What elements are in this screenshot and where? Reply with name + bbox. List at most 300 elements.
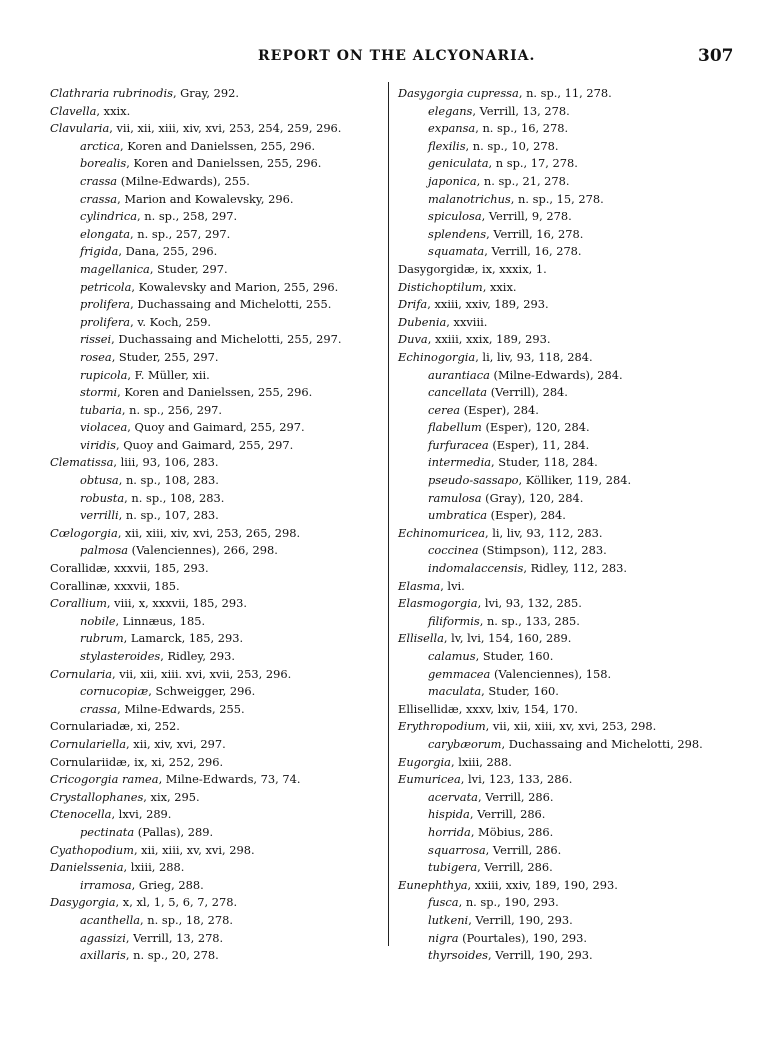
index-entry [50, 947, 380, 965]
entry-references: , Koren and Danielssen, 255, 296. [126, 156, 322, 171]
index-entry [398, 718, 728, 736]
index-entry [50, 806, 380, 824]
entry-references: , xxxv, lxiv, 154, 170. [458, 701, 578, 716]
entry-name: nobile [80, 613, 116, 628]
index-entry [398, 648, 728, 666]
index-entry [50, 683, 380, 701]
index-entry [398, 806, 728, 824]
entry-name: prolifera [80, 297, 131, 312]
entry-name: elegans [428, 103, 473, 118]
index-entry [50, 226, 380, 244]
entry-name: expansa [428, 121, 476, 136]
entry-name: calamus [428, 649, 476, 663]
index-entry [398, 314, 728, 332]
entry-references: , xi, 252. [130, 719, 180, 734]
entry-name: japonica [428, 173, 477, 188]
entry-name: rubrum [80, 631, 124, 646]
page-header [0, 46, 776, 70]
entry-references: , Verrill, 190, 293. [468, 912, 573, 927]
entry-name: cancellata [428, 385, 488, 400]
index-entry [50, 120, 380, 138]
entry-references: , Grieg, 288. [131, 877, 204, 892]
index-entry [398, 666, 728, 684]
index-entry [50, 912, 380, 930]
index-entry [50, 437, 380, 455]
entry-name: rissei [80, 332, 112, 347]
entry-references: , Verrill, 286. [477, 789, 554, 804]
index-entry [398, 894, 728, 912]
index-entry [50, 877, 380, 895]
index-entry [398, 613, 728, 631]
index-entry [50, 384, 380, 402]
entry-name: stormi [80, 385, 118, 400]
entry-references: (Pallas), 289. [134, 824, 214, 839]
index-entry [50, 824, 380, 842]
index-entry [398, 226, 728, 244]
page-number: 307 [698, 46, 734, 66]
entry-references: (Pourtales), 190, 293. [458, 930, 588, 945]
entry-name: irramosa [80, 877, 132, 892]
entry-references: , lvi. [440, 578, 465, 593]
entry-references: , Verrill, 16, 278. [486, 226, 584, 241]
entry-references: , xxiii, xxix, 189, 293. [427, 332, 551, 347]
entry-name: Dasygorgia cupressa [398, 86, 519, 100]
running-title: REPORT ON THE ALCYONARIA. [258, 48, 536, 64]
entry-references: , xix, 295. [143, 789, 200, 804]
entry-name: viridis [80, 437, 116, 452]
index-entry [50, 630, 380, 648]
entry-references: , xxiii, xxiv, 189, 190, 293. [467, 877, 618, 892]
entry-references: , Linnæus, 185. [115, 613, 206, 628]
entry-name: Echinomuricea [398, 525, 486, 540]
entry-references: , Verrill, 13, 278. [472, 103, 570, 118]
entry-name: petricola [80, 279, 132, 294]
index-entry [398, 578, 728, 596]
entry-references: , xxix. [482, 279, 517, 294]
entry-references: , vii, xii, xiii. xvi, xvii, 253, 296. [112, 666, 292, 681]
entry-references: (Esper), 11, 284. [488, 437, 590, 452]
entry-name: flabellum [428, 420, 482, 435]
entry-name: Corallidæ [50, 561, 107, 576]
index-entry [50, 754, 380, 772]
entry-references: , xxviii. [446, 314, 488, 329]
entry-name: Clematissa [50, 455, 114, 470]
entry-references: , Ridley, 112, 283. [523, 561, 627, 576]
index-entry [398, 138, 728, 156]
entry-references: , xxiii, xxiv, 189, 293. [427, 297, 549, 312]
index-entry [50, 402, 380, 420]
entry-references: , Studer, 255, 297. [111, 349, 219, 364]
index-entry [50, 243, 380, 261]
entry-references: , Marion and Kowalevsky, 296. [117, 191, 294, 206]
entry-references: (Esper), 120, 284. [481, 420, 590, 435]
index-entry [398, 683, 728, 701]
entry-name: stylasteroides [80, 649, 161, 663]
index-entry [50, 859, 380, 877]
entry-references: , lv, lvi, 154, 160, 289. [443, 631, 572, 646]
entry-name: Ellisellidæ [398, 701, 459, 716]
entry-references: , n. sp., 10, 278. [465, 138, 559, 153]
index-entry [398, 771, 728, 789]
entry-name: Ctenocella [50, 807, 112, 822]
entry-references: , n. sp., 11, 278. [518, 86, 612, 100]
entry-references: , lxiii, 288. [123, 860, 185, 875]
entry-name: arctica [80, 138, 121, 153]
entry-name: lutkeni [428, 912, 469, 927]
entry-references: , n. sp., 18, 278. [140, 912, 233, 927]
index-entry [398, 701, 728, 719]
entry-references: , n. sp., 108, 283. [118, 473, 219, 488]
index-entry [398, 103, 728, 121]
index-entry [50, 736, 380, 754]
entry-name: Clavella [50, 103, 97, 118]
entry-references: (Valenciennes), 158. [490, 666, 612, 681]
entry-references: (Gray), 120, 284. [481, 490, 584, 505]
index-entry [50, 331, 380, 349]
entry-name: Corallinæ [50, 578, 107, 593]
index-entry [50, 507, 380, 525]
entry-name: cerea [428, 402, 461, 417]
entry-name: flexilis [428, 138, 466, 153]
entry-name: coccinea [428, 543, 479, 558]
entry-references: , Duchassaing and Michelotti, 255. [130, 297, 332, 312]
entry-references: , Verrill, 13, 278. [125, 930, 224, 945]
entry-references: , n. sp., 107, 283. [118, 508, 219, 523]
index-entry [50, 595, 380, 613]
entry-name: frigida [80, 244, 119, 259]
entry-references: , n. sp., 16, 278. [475, 121, 569, 136]
entry-name: horrida [428, 824, 471, 839]
entry-references: , Koren and Danielssen, 255, 296. [117, 385, 313, 400]
entry-references: , v. Koch, 259. [130, 314, 212, 329]
entry-name: gemmacea [428, 666, 491, 681]
index-entry [50, 842, 380, 860]
entry-name: carybæorum [428, 736, 502, 751]
entry-name: rosea [80, 349, 112, 364]
entry-references: , Kölliker, 119, 284. [518, 473, 632, 488]
index-entry [398, 490, 728, 508]
index-entry [50, 894, 380, 912]
entry-name: pectinata [80, 824, 135, 839]
entry-name: Cornulariadæ [50, 719, 131, 734]
index-entry [398, 930, 728, 948]
entry-name: acervata [428, 789, 478, 804]
entry-name: verrilli [80, 508, 119, 523]
entry-references: , Verrill, 286. [469, 807, 546, 822]
entry-references: , xxxvii, 185, 293. [106, 561, 209, 576]
entry-references: , Ridley, 293. [160, 649, 235, 663]
entry-references: , Verrill, 16, 278. [484, 244, 582, 259]
index-entry [50, 419, 380, 437]
entry-references: , Duchassaing and Michelotti, 255, 297. [111, 332, 342, 347]
index-entry [50, 542, 380, 560]
entry-name: Drifa [398, 297, 428, 312]
index-entry [50, 666, 380, 684]
entry-references: , xii, xiii, xiv, xvi, 253, 265, 298. [117, 525, 301, 540]
entry-name: ramulosa [428, 490, 482, 505]
index-entry [50, 930, 380, 948]
index-entry [398, 842, 728, 860]
entry-name: Erythropodium [398, 719, 486, 734]
entry-name: Clathraria rubrinodis [50, 86, 173, 100]
entry-name: crassa [80, 173, 118, 188]
entry-references: (Esper), 284. [487, 508, 566, 523]
entry-name: Dubenia [398, 314, 447, 329]
entry-name: Eugorgia [398, 754, 451, 769]
index-entry [50, 560, 380, 578]
entry-references: , F. Müller, xii. [127, 367, 210, 382]
entry-name: intermedia [428, 455, 492, 470]
index-entry [398, 789, 728, 807]
entry-name: pseudo-sassapo [428, 473, 519, 488]
entry-name: spiculosa [428, 209, 482, 224]
entry-name: Corallium [50, 596, 107, 611]
entry-name: rupicola [80, 367, 128, 382]
entry-references: , n. sp., 133, 285. [479, 613, 580, 628]
index-entry [398, 208, 728, 226]
index-entry [50, 367, 380, 385]
column-divider [388, 82, 389, 946]
entry-name: Clavularia [50, 121, 110, 136]
index-entry [398, 419, 728, 437]
index-entry [398, 155, 728, 173]
index-entry [50, 648, 380, 666]
entry-references: , li, liv, 93, 112, 283. [485, 525, 603, 540]
entry-references: , n. sp., 258, 297. [137, 209, 238, 224]
index-entry [398, 525, 728, 543]
entry-references: , xxxvii, 185. [106, 578, 180, 593]
entry-references: , viii, x, xxxvii, 185, 293. [106, 596, 247, 611]
index-column-right [398, 85, 728, 965]
index-entry [398, 754, 728, 772]
index-entry [398, 279, 728, 297]
entry-name: Echinogorgia [398, 349, 476, 364]
entry-references: , Lamarck, 185, 293. [123, 631, 244, 646]
entry-name: Crystallophanes [50, 789, 144, 804]
index-entry [398, 331, 728, 349]
entry-references: , n. sp., 20, 278. [125, 948, 219, 963]
index-entry [50, 191, 380, 209]
index-entry [398, 243, 728, 261]
index-entry [50, 261, 380, 279]
index-entry [398, 736, 728, 754]
entry-references: , n. sp., 256, 297. [121, 402, 223, 417]
entry-name: furfuracea [428, 437, 489, 452]
index-entry [398, 630, 728, 648]
index-entry [50, 771, 380, 789]
entry-references: , Studer, 297. [149, 261, 228, 276]
index-entry [398, 173, 728, 191]
entry-name: agassizi [80, 930, 126, 945]
entry-name: hispida [428, 807, 470, 822]
entry-references: , vii, xii, xiii, xiv, xvi, 253, 254, 259, 296. [109, 121, 342, 136]
entry-name: aurantiaca [428, 367, 490, 382]
entry-references: (Valenciennes), 266, 298. [128, 543, 278, 558]
entry-name: tubaria [80, 402, 122, 417]
entry-references: , lvi, 123, 133, 286. [460, 772, 573, 787]
entry-name: squamata [428, 244, 485, 259]
entry-references: , Milne-Edwards, 255. [117, 701, 245, 716]
index-entry [50, 701, 380, 719]
index-entry [50, 279, 380, 297]
entry-references: , Verrill, 286. [485, 842, 562, 857]
entry-references: , Verrill, 9, 278. [481, 209, 572, 224]
index-entry [50, 155, 380, 173]
index-entry [398, 454, 728, 472]
index-entry [398, 472, 728, 490]
index-entry [50, 208, 380, 226]
index-entry [50, 718, 380, 736]
entry-references: , xxix. [96, 103, 131, 118]
entry-name: cylindrica [80, 209, 137, 224]
entry-references: , n. sp., 108, 283. [124, 490, 225, 505]
entry-name: filiformis [428, 613, 480, 628]
entry-name: magellanica [80, 261, 150, 276]
entry-name: Cœlogorgia [50, 525, 118, 540]
entry-references: , Koren and Danielssen, 255, 296. [120, 138, 316, 153]
entry-name: maculata [428, 684, 482, 699]
entry-name: crassa [80, 701, 118, 716]
entry-references: , Kowalevsky and Marion, 255, 296. [131, 279, 339, 294]
entry-references: , Verrill, 190, 293. [488, 948, 593, 963]
entry-references: (Milne-Edwards), 284. [489, 367, 623, 382]
entry-references: (Milne-Edwards), 255. [117, 173, 250, 188]
index-entry [398, 947, 728, 965]
entry-name: Eumuricea [398, 772, 461, 787]
entry-references: , Studer, 118, 284. [491, 455, 598, 470]
entry-references: , lxiii, 288. [450, 754, 512, 769]
entry-name: Cyathopodium [50, 842, 134, 857]
index-entry [50, 349, 380, 367]
entry-name: geniculata [428, 156, 489, 171]
index-entry [50, 85, 380, 103]
index-entry [398, 296, 728, 314]
entry-references: , Quoy and Gaimard, 255, 297. [127, 420, 305, 435]
index-entry [398, 437, 728, 455]
entry-name: cornucopiæ [80, 684, 149, 699]
entry-name: Eunephthya [398, 877, 468, 892]
entry-references: , xii, xiv, xvi, 297. [126, 736, 226, 751]
entry-references: , Studer, 160. [481, 684, 559, 699]
entry-references: , Quoy and Gaimard, 255, 297. [115, 437, 294, 452]
index-entry [398, 384, 728, 402]
entry-references: , n. sp., 257, 297. [130, 226, 231, 241]
entry-name: robusta [80, 490, 125, 505]
entry-name: Cornulariidæ [50, 754, 127, 769]
index-entry [50, 490, 380, 508]
entry-references: , Möbius, 286. [470, 824, 554, 839]
entry-name: obtusa [80, 473, 119, 488]
index-entry [398, 912, 728, 930]
entry-name: acanthella [80, 912, 141, 927]
index-entry [398, 402, 728, 420]
index-entry [50, 789, 380, 807]
entry-name: splendens [428, 226, 487, 241]
entry-references: , Duchassaing and Michelotti, 298. [501, 736, 703, 751]
entry-name: Elasmogorgia [398, 596, 478, 611]
entry-references: , vii, xii, xiii, xv, xvi, 253, 298. [485, 719, 657, 734]
index-entry [50, 613, 380, 631]
entry-references: , lxvi, 289. [111, 807, 172, 822]
entry-references: , n. sp., 21, 278. [476, 173, 570, 188]
entry-references: (Verrill), 284. [487, 385, 568, 400]
entry-name: nigra [428, 930, 459, 945]
index-entry [398, 261, 728, 279]
entry-references: , Gray, 292. [172, 86, 240, 100]
index-entry [398, 859, 728, 877]
index-entry [50, 578, 380, 596]
entry-references: , Dana, 255, 296. [118, 244, 218, 259]
entry-name: fusca [428, 895, 459, 910]
entry-references: , xii, xiii, xv, xvi, 298. [133, 842, 255, 857]
entry-references: , liii, 93, 106, 283. [113, 455, 219, 470]
entry-references: , ix, xi, 252, 296. [126, 754, 224, 769]
index-entry [50, 472, 380, 490]
entry-name: Ellisella [398, 631, 444, 646]
index-entry [398, 595, 728, 613]
entry-name: malanotrichus [428, 191, 511, 206]
entry-name: Danielssenia [50, 860, 124, 875]
entry-name: umbratica [428, 508, 488, 523]
entry-references: , Schweigger, 296. [148, 684, 256, 699]
entry-name: squarrosa [428, 842, 486, 857]
entry-name: borealis [80, 156, 127, 171]
index-entry [50, 296, 380, 314]
index-entry [50, 173, 380, 191]
entry-references: , n. sp., 15, 278. [510, 191, 604, 206]
index-entry [398, 191, 728, 209]
index-entry [398, 877, 728, 895]
entry-name: violacea [80, 420, 128, 435]
index-entry [398, 367, 728, 385]
index-entry [50, 314, 380, 332]
entry-references: (Stimpson), 112, 283. [478, 543, 607, 558]
entry-references: , Verrill, 286. [477, 860, 553, 875]
entry-references: , x, xl, 1, 5, 6, 7, 278. [115, 895, 238, 910]
index-entry [50, 138, 380, 156]
index-entry [50, 454, 380, 472]
index-entry [398, 349, 728, 367]
entry-name: indomalaccensis [428, 561, 524, 576]
entry-name: Elasma [398, 578, 441, 593]
entry-references: , lvi, 93, 132, 285. [477, 596, 582, 611]
entry-references: , Studer, 160. [475, 649, 554, 663]
entry-name: Distichoptilum [398, 279, 483, 294]
entry-references: , li, liv, 93, 118, 284. [475, 349, 593, 364]
entry-name: palmosa [80, 543, 129, 558]
entry-name: crassa [80, 191, 118, 206]
entry-name: tubigera [428, 860, 478, 875]
entry-name: thyrsoides [428, 948, 489, 963]
index-entry [398, 560, 728, 578]
index-entry [398, 85, 728, 103]
index-entry [50, 525, 380, 543]
index-entry [398, 120, 728, 138]
index-entry [398, 507, 728, 525]
entry-name: Cricogorgia ramea [50, 772, 159, 787]
entry-name: Duva [398, 332, 428, 347]
index-entry [398, 824, 728, 842]
entry-references: (Esper), 284. [460, 402, 539, 417]
entry-name: prolifera [80, 314, 131, 329]
entry-name: axillaris [80, 948, 126, 963]
entry-name: elongata [80, 226, 131, 241]
entry-references: , n sp., 17, 278. [488, 156, 578, 171]
entry-references: , Milne-Edwards, 73, 74. [158, 772, 301, 787]
entry-references: , ix, xxxix, 1. [474, 261, 547, 276]
entry-name: Dasygorgidæ [398, 261, 475, 276]
entry-references: , n. sp., 190, 293. [458, 895, 559, 910]
